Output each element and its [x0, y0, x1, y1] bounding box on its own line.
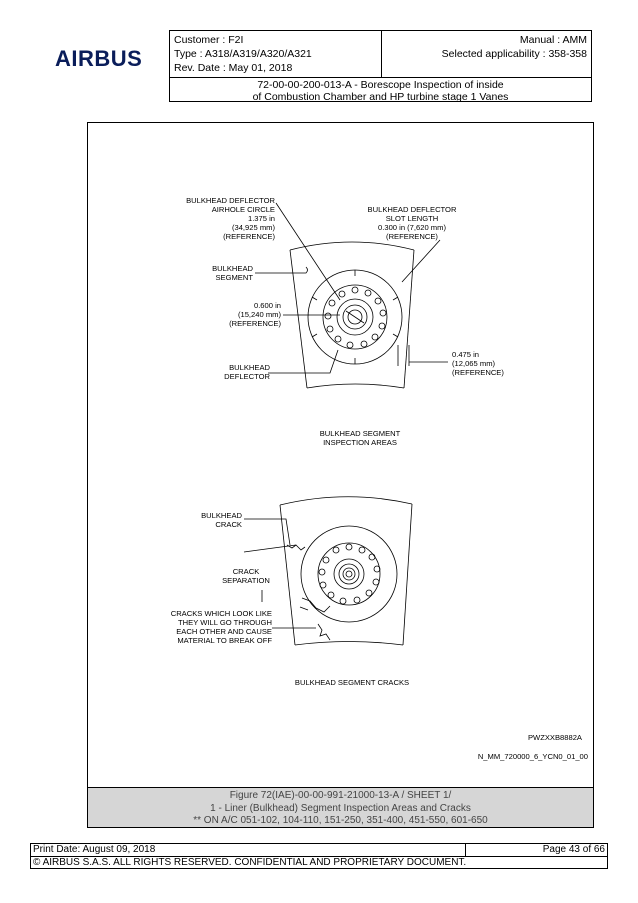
crack-swirler-center: [346, 571, 352, 577]
crack-swirler-ring: [343, 568, 355, 580]
crack-leader-arrow: [244, 545, 296, 552]
reference-code: N_MM_720000_6_YCN0_01_00: [477, 752, 588, 761]
crack-segment-left-edge: [280, 505, 295, 645]
segment-left-edge: [290, 250, 307, 388]
footer-divider: [465, 844, 466, 857]
through-label: CRACKS WHICH LOOK LIKE: [170, 609, 272, 618]
page-number: Page 43 of 66: [542, 844, 605, 855]
dim600-label: (REFERENCE): [229, 319, 281, 328]
caption-line: Figure 72(IAE)-00-00-991-21000-13-A / SHEET 1/: [229, 790, 452, 801]
task-title-line: 72-00-00-200-013-A - Borescope Inspection of inside: [257, 79, 504, 91]
dim475-label: (REFERENCE): [452, 368, 504, 377]
crack-swirler-ring: [334, 559, 364, 589]
revision-date-label: Rev. Date : May 01, 2018: [174, 62, 293, 74]
airhole-label: BULKHEAD DEFLECTOR: [186, 196, 275, 205]
figure-caption: [88, 787, 593, 827]
dim475-label: 0.475 in: [452, 350, 480, 359]
crack-label: CRACK: [215, 520, 242, 529]
segment-label: BULKHEAD: [212, 264, 253, 273]
crack-label: BULKHEAD: [201, 511, 242, 520]
document-footer: [30, 843, 608, 869]
fuel-nozzle-line: [346, 311, 364, 323]
airhole-label: (REFERENCE): [223, 232, 275, 241]
crack-segment-bottom-edge: [295, 642, 403, 646]
segment-cracks-title: BULKHEAD SEGMENT CRACKS: [294, 678, 410, 687]
segment-bottom-edge: [307, 384, 404, 388]
segment-leader: [255, 267, 308, 273]
slot-label: SLOT LENGTH: [385, 214, 439, 223]
slot-label: BULKHEAD DEFLECTOR: [367, 205, 457, 214]
airhole-label: (34,925 mm): [231, 223, 275, 232]
customer-label: Customer : F2I: [174, 34, 244, 46]
airhole-label: AIRHOLE CIRCLE: [211, 205, 275, 214]
inspection-areas-title: INSPECTION AREAS: [323, 438, 397, 447]
dim475-label: (12,065 mm): [452, 359, 496, 368]
applicability-label: Selected applicability : 358-358: [441, 48, 587, 60]
crack-through-line: [318, 624, 330, 640]
slot-label: 0.300 in (7,620 mm): [378, 223, 446, 232]
deflector-label: BULKHEAD: [229, 363, 270, 372]
caption-line: 1 - Liner (Bulkhead) Segment Inspection Areas and Cracks: [210, 802, 471, 814]
crack-swirler-ring: [339, 564, 359, 584]
separation-label: SEPARATION: [222, 576, 270, 585]
separation-label: CRACK: [232, 567, 260, 576]
print-date: Print Date: August 09, 2018: [33, 844, 156, 855]
task-title-line: of Combustion Chamber and HP turbine stage 1 Vanes: [252, 91, 509, 103]
segment-top-edge: [290, 242, 414, 250]
caption-line: ** ON A/C 051-102, 104-110, 151-250, 351-400, 451-550, 601-650: [193, 815, 488, 826]
deflector-label: DEFLECTOR: [224, 372, 270, 381]
reference-code: PWZXXB8882A: [527, 733, 582, 742]
dim600-label: (15,240 mm): [237, 310, 281, 319]
crack-segment-top-edge: [280, 497, 412, 505]
copyright-notice: © AIRBUS S.A.S. ALL RIGHTS RESERVED. CONFIDENTIAL AND PROPRIETARY DOCUMENT.: [33, 857, 467, 868]
through-label: MATERIAL TO BREAK OFF: [177, 636, 272, 645]
inspection-areas-title: BULKHEAD SEGMENT: [319, 429, 401, 438]
slot-label: (REFERENCE): [386, 232, 438, 241]
manual-label: Manual : AMM: [519, 34, 587, 46]
through-label: THEY WILL GO THROUGH: [178, 618, 272, 627]
crack-airholes: [319, 544, 380, 604]
crack-separation-line: [300, 607, 308, 610]
dim600-label: 0.600 in: [253, 301, 281, 310]
through-label: EACH OTHER AND CAUSE: [176, 627, 272, 636]
slot-leader: [402, 240, 440, 282]
airhole-leader: [276, 203, 340, 300]
aircraft-type-label: Type : A318/A319/A320/A321: [174, 48, 312, 60]
airhole-label: 1.375 in: [247, 214, 275, 223]
crack-segment-right-edge: [403, 504, 412, 645]
crack-separation-line: [302, 598, 330, 612]
airbus-logo: AIRBUS: [55, 46, 143, 71]
segment-label: SEGMENT: [215, 273, 253, 282]
